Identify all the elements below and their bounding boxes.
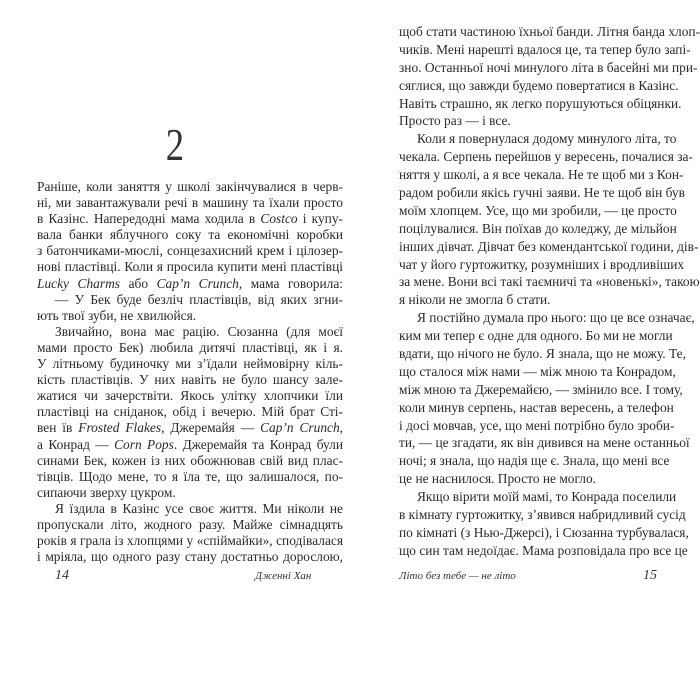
text-line	[399, 256, 685, 274]
text-segment: що сталося між нами — між мною та Конрадом,	[399, 363, 676, 379]
text-segment: і мріяла, що одного разу стану достатньо дорослою,	[37, 549, 343, 565]
text-segment: Якщо вірити моїй мамі, то Конрада поселили	[417, 489, 677, 505]
text-segment: ти, — це згадати, як він дивився на мене останньої	[399, 435, 690, 451]
text-line	[37, 501, 343, 517]
text-segment: чекала. Серпень перейшов у вересень, почалися за-	[399, 149, 693, 165]
text-segment: і купу-	[297, 211, 343, 227]
text-line	[37, 372, 343, 388]
text-line	[399, 542, 688, 560]
text-segment: пластівці на сніданок, обід і вечерю. Мій брат Сті-	[37, 404, 343, 420]
text-line	[399, 381, 683, 399]
text-line	[37, 356, 343, 372]
text-line	[399, 417, 675, 435]
text-segment: між мною та Джеремайєю, — змінило все. І тому,	[399, 381, 683, 397]
text-segment: синами Бек, кожен із них обожнював свій вид плас-	[37, 452, 343, 468]
text-segment: за мене. Вони всі такі таємничі та «новенькі», такою	[399, 274, 700, 290]
text-segment: чиків. Мені нарешті вдалося це, та тепер було запі-	[399, 41, 691, 57]
text-line	[399, 327, 673, 345]
text-line	[399, 524, 689, 542]
text-segment: поцілувалися. Він поїхав до коледжу, де мільйон	[399, 220, 677, 236]
text-line	[37, 195, 343, 211]
text-line	[37, 517, 343, 533]
text-line	[37, 469, 343, 485]
text-segment: сипаючи зверху цукром.	[37, 484, 176, 500]
right-page	[350, 0, 700, 700]
page-number-left: 14	[55, 568, 69, 583]
text-line	[399, 363, 676, 381]
text-segment: — У Бек буде безліч пластівців, від яких згни-	[55, 291, 343, 307]
text-segment: , мама говорила:	[238, 275, 343, 291]
text-segment: з батончиками-мюслі, сонцезахисний крем і цілозер-	[37, 243, 343, 259]
italic-title: Cap’n Crunch	[260, 420, 340, 436]
chapter-number: 2	[165, 119, 185, 170]
text-line	[399, 399, 674, 417]
text-segment: жатися чи зачерствіти. Якось улітку хлопчики їли	[37, 388, 343, 404]
text-segment: тівців. Щодо мене, то я їла те, що залишалося, по-	[37, 468, 343, 484]
text-line	[37, 437, 343, 453]
text-segment: а Конрад —	[37, 436, 115, 452]
text-line	[399, 309, 695, 327]
text-line	[37, 549, 343, 565]
text-line	[399, 77, 679, 95]
text-segment: сяглися, що завжди будемо повертатися в Казінс.	[399, 77, 679, 93]
text-segment: радом робили якісь гучні заяви. Не те щоб він був	[399, 185, 685, 201]
text-line	[399, 470, 662, 488]
text-segment: щоб стати частиною їхньої банди. Літня банда хлоп-	[399, 24, 700, 39]
text-segment: вала банки яблучного соку та економічні коробки	[37, 227, 343, 243]
text-line	[37, 324, 343, 340]
text-segment: ким ми тепер є одне для одного. Бо ми не могли	[399, 328, 673, 344]
text-segment: я ніколи не змогла б стати.	[399, 292, 551, 308]
text-segment: ні, ми завантажували речі в машину та їхали просто	[37, 195, 343, 211]
text-line	[37, 404, 343, 420]
text-line	[37, 485, 343, 501]
text-line	[399, 452, 670, 470]
running-head-author: Дженні Хан	[255, 570, 312, 582]
text-segment: по кімнаті (з Нью-Джерсі), і Сюзанна турбувалася,	[399, 524, 689, 540]
text-segment: вен їв	[37, 420, 79, 436]
text-segment: моїм хлопцем. Усе, що ми зробили, — це просто	[399, 202, 677, 218]
text-segment: няття у школі, а я все чекала. Не те щоб ми з Кон-	[399, 167, 684, 183]
text-segment: Я їздила в Казінс усе своє життя. Ми ніколи не	[55, 500, 343, 516]
text-line	[399, 112, 662, 130]
text-segment: що син там недоїдає. Мама розповідала про все це	[399, 542, 688, 558]
text-line	[399, 166, 684, 184]
text-line	[399, 202, 677, 220]
text-line	[37, 533, 343, 549]
text-line	[399, 95, 682, 113]
text-segment: ють твої зуби, не хвилюйся.	[37, 307, 197, 323]
text-segment: років я грала із хлопцями у «спіймайки», сподівалася	[37, 533, 343, 549]
text-segment: в кімнату гуртожитку, з’явився набридливий сусід	[399, 507, 686, 523]
text-segment: кість пластівців. У них навіть не було шансу зале-	[37, 372, 343, 388]
text-line	[37, 211, 343, 227]
text-segment: мами просто Бек) любила дитячі пластівці, як і я.	[37, 339, 343, 355]
text-line	[399, 506, 686, 524]
text-line	[37, 420, 343, 436]
text-line	[399, 59, 698, 77]
text-segment: Коли я повернулася додому минулого літа, то	[417, 131, 677, 147]
text-line	[399, 130, 677, 148]
text-line	[399, 41, 691, 59]
text-segment: чат у його гуртожитку, розумніших і вродливіших	[399, 256, 685, 272]
text-line	[399, 291, 662, 309]
text-line	[37, 243, 343, 259]
text-segment: Я постійно думала про нього: що це все означає,	[417, 310, 695, 326]
text-segment: вдати, що нічого не було. Я знала, що не можу. Те,	[399, 346, 686, 362]
text-line	[399, 184, 685, 202]
text-segment: Звичайно, вона має рацію. Сюзанна (для моєї	[55, 323, 343, 339]
text-line	[399, 220, 677, 238]
text-line	[399, 273, 700, 291]
italic-title: Cap’n Crunch	[156, 275, 239, 291]
text-segment: ночі; я знала, що надія ще є. Знала, що мені все	[399, 453, 670, 469]
text-segment: і досі мовчав, усе, що мені потрібно було зроби-	[399, 417, 675, 433]
text-segment: або	[119, 275, 157, 291]
text-line	[37, 308, 343, 324]
text-segment: ,	[339, 420, 344, 436]
text-line	[399, 148, 693, 166]
text-segment: Навіть страшно, як легко порушуються обіцянки.	[399, 95, 682, 111]
text-line	[37, 388, 343, 404]
text-segment: У літньому будиночку ми з’їдали неймовірну кіль-	[37, 356, 343, 372]
text-segment: коли минув серпень, настав вересень, а телефон	[399, 399, 674, 415]
text-segment: в Казінс. Напередодні мама ходила в	[37, 211, 261, 227]
text-segment: нові пластівці. Коли я просила купити мені пластівці	[37, 259, 343, 275]
text-line	[37, 227, 343, 243]
text-line	[399, 345, 686, 363]
text-segment: це не наснилося. Просто не могло.	[399, 471, 597, 487]
italic-title: Lucky Charms	[37, 275, 120, 291]
text-segment: . Джеремайя та Конрад були	[173, 436, 343, 452]
text-segment: зно. Останньої ночі минулого літа в басейні ми при-	[399, 59, 698, 75]
italic-title: Costco	[260, 211, 298, 227]
text-line	[399, 23, 700, 41]
text-line	[37, 259, 343, 275]
text-line	[37, 292, 343, 308]
text-segment: пропускали літо, жодного разу. Майже сімнадцять	[37, 516, 343, 532]
text-line	[37, 453, 343, 469]
italic-title: Corn Pops	[114, 436, 174, 452]
text-segment: , Джеремайя —	[161, 420, 261, 436]
text-line	[37, 276, 343, 292]
right-page-body	[399, 23, 700, 560]
text-line	[37, 179, 343, 195]
text-segment: інших дівчат. Дівчат без комендантської години, дів-	[399, 238, 699, 254]
text-line	[399, 434, 690, 452]
running-head-title: Літо без тебе — не літо	[399, 570, 516, 582]
italic-title: Frosted Flakes	[78, 420, 162, 436]
text-segment: Раніше, коли заняття у школі закінчувалися в черв-	[37, 179, 343, 194]
text-line	[37, 340, 343, 356]
left-page-body	[37, 179, 343, 565]
page-number-right: 15	[643, 568, 657, 583]
text-line	[399, 238, 699, 256]
text-line	[399, 488, 677, 506]
text-segment: Просто раз — і все.	[399, 113, 511, 129]
